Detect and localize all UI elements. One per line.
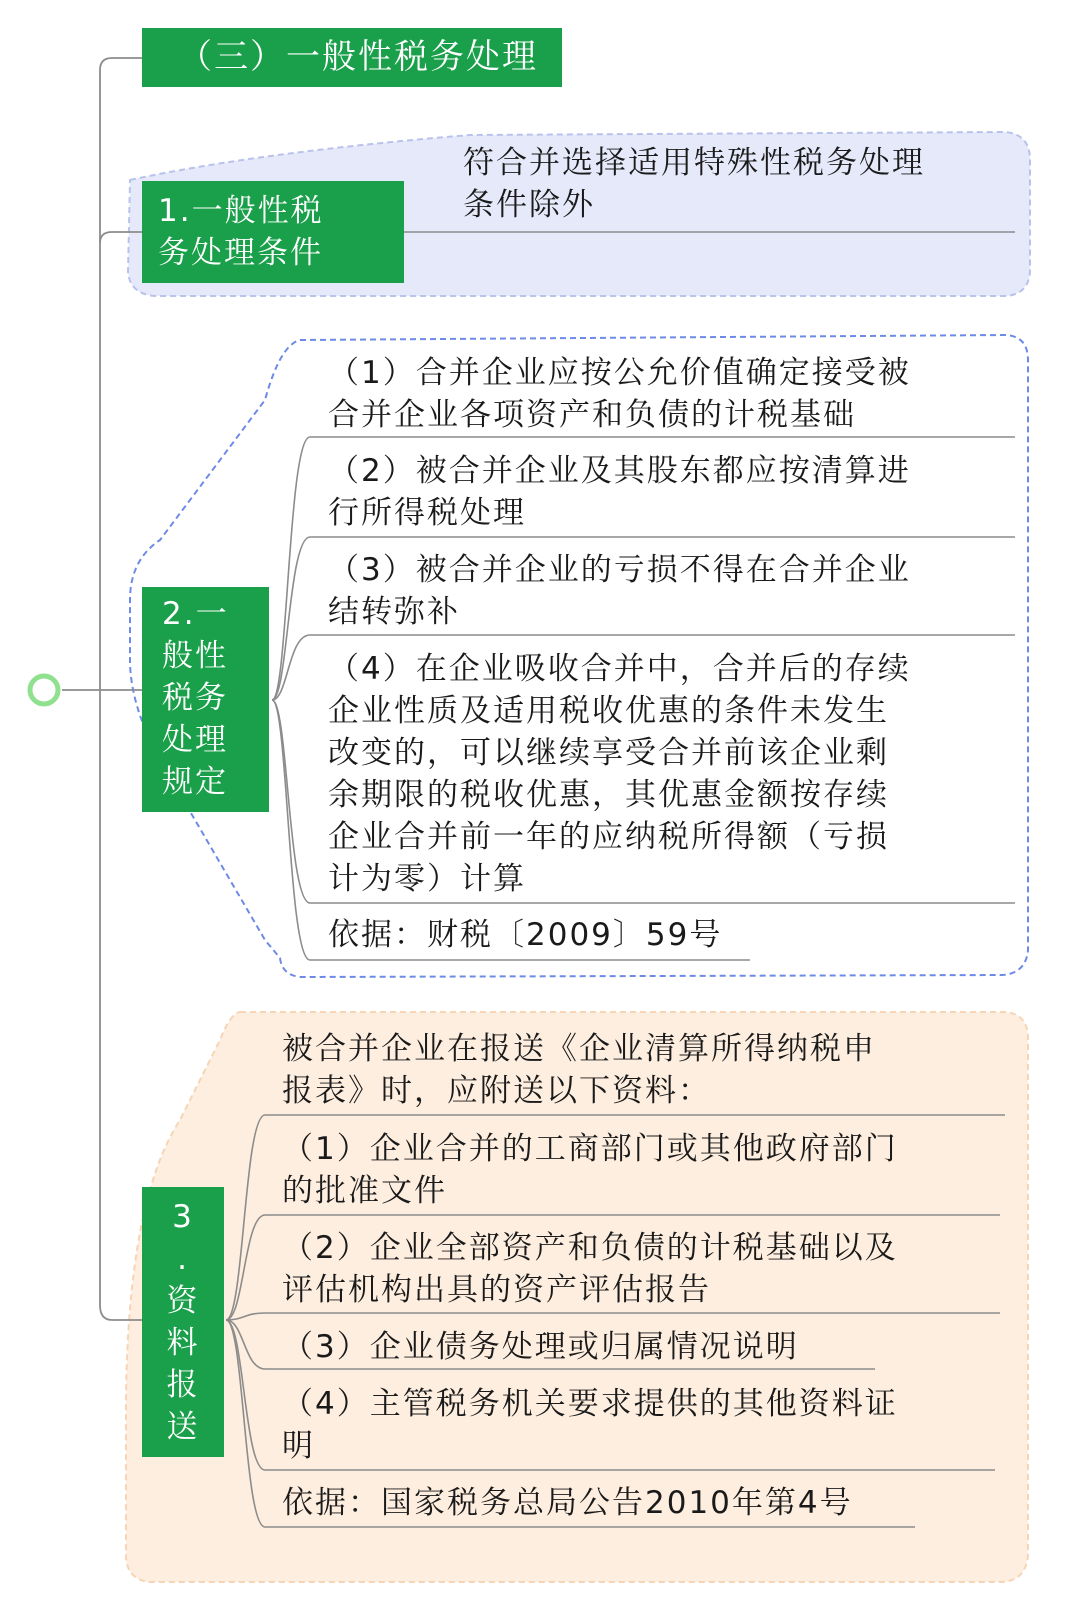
text-line: 务处理条件	[158, 235, 323, 271]
text-line: 送	[166, 1409, 200, 1445]
section-1-node-label	[158, 190, 368, 274]
text-line: 报表》时，应附送以下资料：	[282, 1073, 711, 1109]
text-line: 处理	[162, 722, 228, 758]
text-line: 资	[166, 1283, 200, 1319]
text-line: 企业性质及适用税收优惠的条件未发生	[328, 693, 889, 729]
text-line: （1）合并企业应按公允价值确定接受被	[328, 355, 911, 391]
section-1-item-1	[463, 142, 925, 226]
text-line: 3	[172, 1199, 194, 1235]
text-line: 企业合并前一年的应纳税所得额（亏损	[328, 819, 889, 855]
text-line: （1）企业合并的工商部门或其他政府部门	[282, 1131, 898, 1167]
text-line: 条件除外	[463, 187, 595, 223]
text-line: 行所得税处理	[328, 495, 526, 531]
text-line: 明	[282, 1428, 315, 1464]
section-3-item-4	[282, 1326, 799, 1368]
section-2-item-5	[328, 914, 722, 956]
text-line: 余期限的税收优惠，其优惠金额按存续	[328, 777, 889, 813]
text-line: 结转弥补	[328, 594, 460, 630]
section-3-node-label	[158, 1196, 208, 1448]
text-line: （2）被合并企业及其股东都应按清算进	[328, 453, 911, 489]
text-line: 般性	[162, 638, 228, 674]
section-3-item-2	[282, 1128, 898, 1212]
text-line: 合并企业各项资产和负债的计税基础	[328, 397, 856, 433]
section-3-item-5	[282, 1383, 898, 1467]
text-line: （4）主管税务机关要求提供的其他资料证	[282, 1386, 898, 1422]
text-line: 料	[166, 1325, 200, 1361]
text-line: 规定	[162, 764, 228, 800]
text-line: （2）企业全部资产和负债的计税基础以及	[282, 1230, 898, 1266]
text-line: 符合并选择适用特殊性税务处理	[463, 145, 925, 181]
text-line: 依据：财税〔2009〕59号	[328, 917, 723, 953]
section-3-item-3	[282, 1227, 898, 1311]
text-line: 评估机构出具的资产评估报告	[282, 1272, 711, 1308]
section-2-item-1	[328, 352, 911, 436]
root-circle-icon	[30, 676, 58, 704]
text-line: 依据：国家税务总局公告2010年第4号	[282, 1485, 853, 1521]
text-line: 报	[166, 1367, 200, 1403]
text-line: 2.一	[162, 596, 229, 632]
text-line: （3）企业债务处理或归属情况说明	[282, 1329, 799, 1365]
text-line: （3）被合并企业的亏损不得在合并企业	[328, 552, 911, 588]
text-line: 改变的，可以继续享受合并前该企业剩	[328, 735, 889, 771]
text-line: .	[177, 1241, 189, 1277]
text-line: 1.一般性税	[158, 193, 324, 229]
text-line: 的批准文件	[282, 1173, 447, 1209]
section-2-item-2	[328, 450, 911, 534]
text-line: 被合并企业在报送《企业清算所得纳税申	[282, 1031, 876, 1067]
text-line: 税务	[162, 680, 228, 716]
text-line: 计为零）计算	[328, 861, 526, 897]
section-3-item-1	[282, 1028, 876, 1112]
section-3-item-6	[282, 1482, 853, 1524]
section-2-node-label	[162, 593, 242, 803]
section-2-item-3	[328, 549, 911, 633]
text-line: （4）在企业吸收合并中，合并后的存续	[328, 651, 911, 687]
section-2-item-4	[328, 648, 911, 900]
root-title-text: （三）一般性税务处理	[178, 37, 538, 77]
